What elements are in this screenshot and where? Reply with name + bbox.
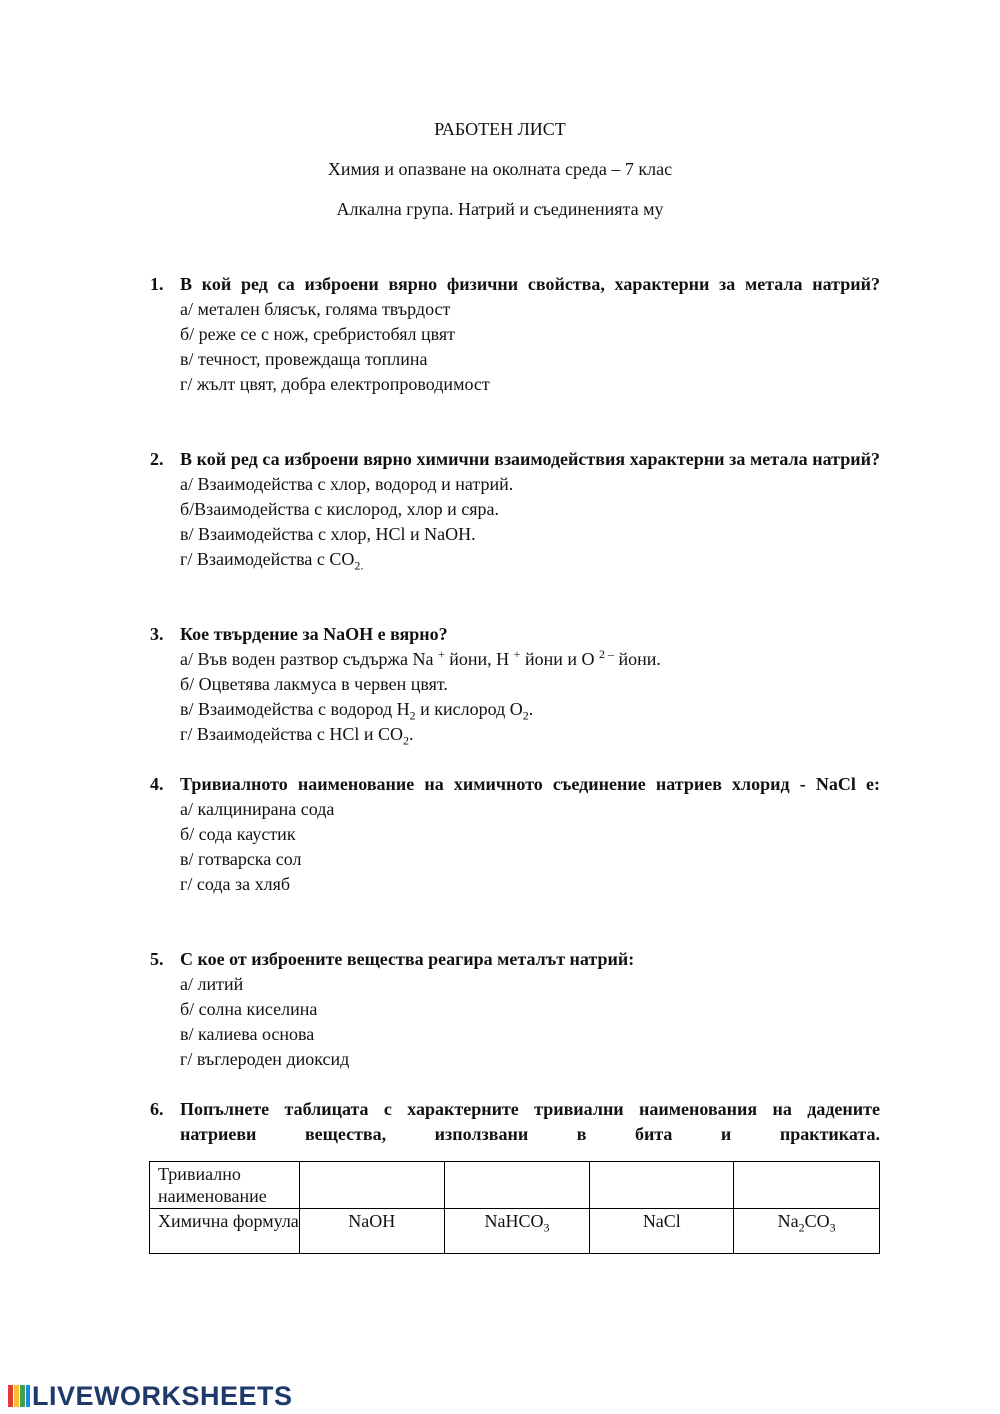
question-text: В кой ред са изброени вярно химични взаимодействия характерни за метала натрий? [180, 449, 880, 469]
answer-cell-naoh[interactable] [299, 1162, 444, 1209]
question-number: 2. [150, 449, 164, 469]
option-a[interactable]: а/ Във воден разтвор съдържа Na + йони, H + йони и O $^{2 -}$ йони. [180, 647, 661, 669]
formula-nahco3: NaHCO$_3$ [444, 1209, 590, 1254]
option-d[interactable]: г/ въглероден диоксид [180, 1049, 350, 1069]
names-table [149, 1161, 880, 1254]
option-d[interactable]: г/ жълт цвят, добра електропроводимост [180, 374, 490, 394]
option-c[interactable]: в/ течност, провеждаща топлина [180, 349, 428, 369]
question-number: 5. [150, 949, 164, 969]
option-b[interactable]: б/ Оцветява лакмуса в червен цвят. [180, 674, 448, 694]
question-text: В кой ред са изброени вярно физични свойства, характерни за метала натрий? [180, 274, 880, 294]
formula-nacl: NaCl [590, 1209, 734, 1254]
logo-text: LIVEWORKSHEETS [32, 1380, 293, 1411]
answer-cell-nacl[interactable] [590, 1162, 734, 1209]
table-row-formula [150, 1209, 880, 1254]
question-number: 3. [150, 624, 164, 644]
formula-na2co3: $Na_2CO_3$ [734, 1209, 880, 1254]
liveworksheets-logo[interactable] [8, 1381, 293, 1411]
question-6 [150, 1097, 880, 1147]
worksheet-topic: Алкална група. Натрий и съединенията му [336, 199, 664, 219]
option-b[interactable]: б/Взаимодейства с кислород, хлор и сяра. [180, 499, 500, 519]
option-a[interactable]: а/ калцинирана сода [180, 799, 335, 819]
question-3 [150, 622, 880, 747]
answer-cell-na2co3[interactable] [734, 1162, 880, 1209]
option-d[interactable]: г/ Взаимодейства с $CO_{2.}$ [180, 549, 364, 573]
option-b[interactable]: б/ сода каустик [180, 824, 296, 844]
option-b[interactable]: б/ солна киселина [180, 999, 318, 1019]
worksheet-title: РАБОТЕН ЛИСТ [434, 119, 566, 139]
option-a[interactable]: а/ метален блясък, голяма твърдост [180, 299, 451, 319]
question-text: Кое твърдение за NaOH е вярно? [180, 624, 448, 644]
worksheet-subject: Химия и опазване на околната среда – 7 клас [327, 159, 673, 179]
option-c[interactable]: в/ калиева основа [180, 1024, 315, 1044]
option-c[interactable]: в/ Взаимодейства с хлор, HCl и NaOH. [180, 524, 476, 544]
option-a[interactable]: а/ литий [180, 974, 244, 994]
question-number: 1. [150, 274, 164, 294]
row-label-formula: Химична формула [150, 1209, 300, 1254]
question-number: 6. [150, 1099, 164, 1119]
question-2 [150, 447, 880, 572]
row-label-trivial-name: Тривиално наименование [150, 1162, 300, 1209]
answer-cell-nahco3[interactable] [444, 1162, 590, 1209]
question-number: 4. [150, 774, 164, 794]
question-text: С кое от изброените вещества реагира металът натрий: [180, 949, 635, 969]
liveworksheets-logo-icon [8, 1383, 30, 1409]
option-c[interactable]: в/ Взаимодейства с водород $H_2$ и кислород $O_2$. [180, 699, 534, 723]
option-c[interactable]: в/ готварска сол [180, 849, 302, 869]
option-b[interactable]: б/ реже се с нож, сребристобял цвят [180, 324, 456, 344]
option-d[interactable]: г/ Взаимодейства с HCl и $CO_2$. [180, 724, 414, 748]
table-row-trivial-name [150, 1162, 880, 1209]
question-4 [150, 772, 880, 897]
question-text: Попълнете таблицата с характерните тривиални наименования на дадените натриеви вещества, използвани в бита и практиката. [180, 1099, 880, 1144]
formula-naoh: NaOH [299, 1209, 444, 1254]
option-d[interactable]: г/ сода за хляб [180, 874, 291, 894]
option-a[interactable]: а/ Взаимодейства с хлор, водород и натрий. [180, 474, 514, 494]
question-1 [150, 272, 880, 397]
question-text: Тривиалното наименование на химичното съединение натриев хлорид - NaCl е: [180, 774, 880, 794]
question-5 [150, 947, 880, 1072]
